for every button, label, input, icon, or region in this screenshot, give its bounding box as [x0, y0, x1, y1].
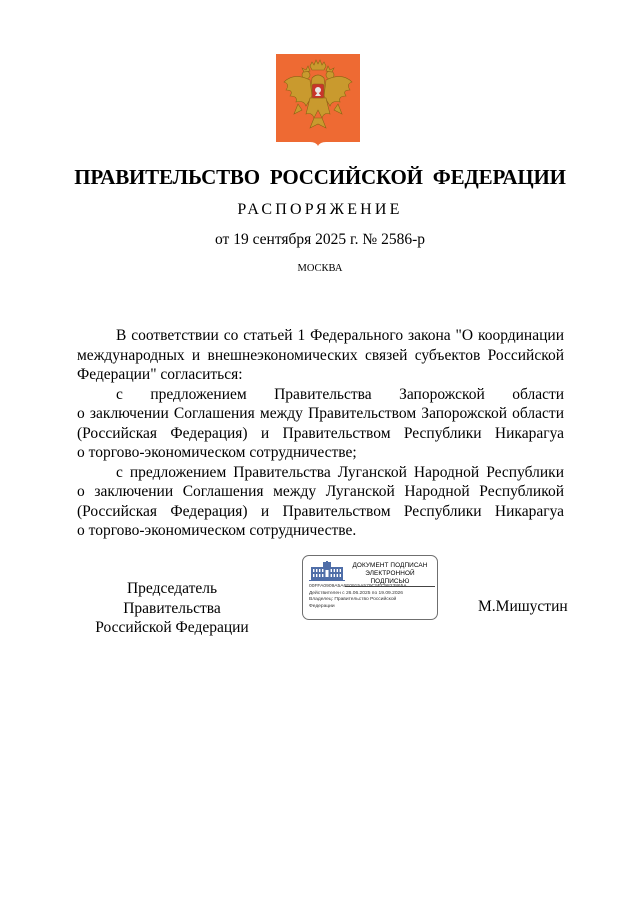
paragraph-3-line-2: о заключении Соглашения между Луганской Народной Республикой — [77, 483, 564, 500]
word: Правительства — [274, 385, 372, 403]
document-type: РАСПОРЯЖЕНИЕ — [237, 201, 403, 218]
government-building-icon — [308, 561, 346, 581]
electronic-signature-stamp — [302, 555, 438, 620]
paragraph-1-line-2: международных и внешнеэкономических связей субъектов Российской — [77, 346, 564, 364]
word: области — [512, 385, 565, 403]
stamp-owner-line-1: Владелец: Правительство Российской — [309, 597, 397, 602]
signatory-position-line-1: Председатель Правительства — [123, 580, 221, 617]
stamp-heading-line-2: ЭЛЕКТРОННОЙ ПОДПИСЬЮ — [345, 570, 435, 587]
paragraph-2-line-4: о торгово-экономическом сотрудничестве; — [77, 444, 357, 461]
paragraph-2-line-2: о заключении Соглашения между Правительством Запорожской области — [77, 405, 564, 422]
paragraph-3-line-1: с предложением Правительства Луганской Народной Республики — [116, 463, 564, 481]
paragraph-1-line-1: В соответствии со статьей 1 Федерального закона "О координации — [116, 327, 564, 344]
stamp-details — [309, 584, 437, 610]
stamp-certificate: 00FFA0909A5A6F0915A579C5FC9823865A — [309, 584, 407, 589]
document-place: МОСКВА — [297, 263, 343, 274]
paragraph-3-line-3: (Российская Федерация) и Правительством Республики Никарагуа — [77, 502, 564, 520]
paragraph-1-line-3: Федерации" согласиться: — [77, 366, 243, 383]
paragraph-2-line-1 — [77, 385, 564, 405]
stamp-validity: Действителен с 26.06.2025 по 19.09.2026 — [309, 590, 403, 596]
word: предложением — [150, 385, 247, 403]
word: с — [116, 385, 123, 403]
signatory-position-line-2: Российской Федерации — [95, 619, 249, 636]
stamp-heading-line-1: ДОКУМЕНТ ПОДПИСАН — [352, 562, 428, 569]
government-title: ПРАВИТЕЛЬСТВО РОССИЙСКОЙ ФЕДЕРАЦИИ — [74, 165, 566, 189]
paragraph-3-line-4: о торгово-экономическом сотрудничестве. — [77, 522, 357, 539]
signatory-position — [77, 579, 267, 638]
signatory-name: М.Мишустин — [478, 598, 568, 615]
document-body — [77, 326, 564, 541]
stamp-owner-line-2: Федерации — [309, 603, 335, 609]
coat-of-arms-icon — [276, 54, 360, 146]
document-date-number: от 19 сентября 2025 г. № 2586-р — [215, 231, 425, 248]
word: Запорожской — [399, 385, 485, 403]
paragraph-2-line-3: (Российская Федерация) и Правительством Республики Никарагуа — [77, 424, 564, 442]
